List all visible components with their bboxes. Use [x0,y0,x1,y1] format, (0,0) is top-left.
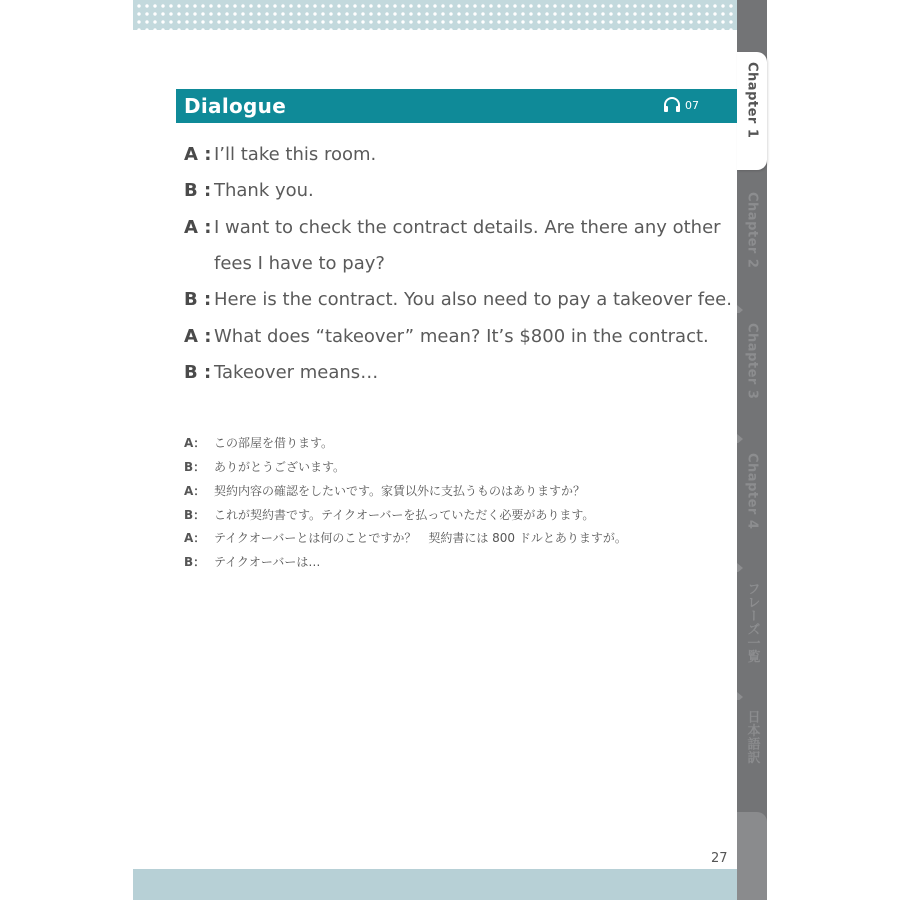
tab-label: Chapter 1 [744,62,760,139]
speaker-label: A : [184,217,212,238]
translation-line [184,434,333,451]
section-title: Dialogue [184,94,287,118]
translation-line [184,482,585,499]
translation-line [184,506,594,523]
speaker-label: A : [184,144,212,165]
tab-phrase-list[interactable] [737,572,767,690]
tab-japanese-translation[interactable] [737,700,767,818]
dialogue-text: What does “takeover” mean? It’s $800 in the contract. [214,326,709,347]
speaker-label: A： [184,436,206,450]
track-number: 07 [685,98,699,112]
tab-label: 日本語訳 [744,710,760,764]
translation-text: 契約内容の確認をしたいです。家賃以外に支払うものはありますか？ [214,484,586,498]
translation-line [184,458,345,475]
dialogue-text: I’ll take this room. [214,144,377,165]
tab-chapter-4[interactable] [737,443,767,561]
section-header [176,89,737,123]
speaker-label: A： [184,484,206,498]
top-dotted-band [133,0,737,30]
tab-label: Chapter 3 [744,323,760,400]
tab-chapter-3[interactable] [737,313,767,431]
translation-text: ありがとうございます。 [214,460,346,474]
speaker-label: A： [184,531,206,545]
headphone-icon [663,97,681,113]
speaker-label: A : [184,326,212,347]
tab-label: Chapter 4 [744,453,760,530]
dialogue-line [184,217,721,238]
dialogue-line [184,362,378,383]
dialogue-line [184,289,732,310]
translation-text: テイクオーバーは… [214,555,321,569]
translation-line [184,553,320,570]
dialogue-text-continued: fees I have to pay? [214,253,385,274]
speaker-label: B : [184,180,212,201]
dialogue-line [184,326,709,347]
tab-label: フレーズ一覧 [744,582,760,663]
tab-strip-end [737,812,767,900]
dialogue-text: Takeover means… [214,362,379,383]
dialogue-text: I want to check the contract details. Are there any other [214,217,721,238]
bottom-band [133,869,737,900]
dialogue-line [184,144,376,165]
page-number: 27 [711,851,728,866]
translation-text: これが契約書です。テイクオーバーを払っていただく必要があります。 [214,508,595,522]
speaker-label: B： [184,508,206,522]
tab-chapter-1[interactable] [737,52,767,170]
dialogue-text: Thank you. [214,180,314,201]
dialogue-line [184,180,314,201]
speaker-label: B： [184,555,206,569]
translation-line [184,529,627,546]
translation-text: テイクオーバーとは何のことですか？ 契約書には 800 ドルとありますが。 [214,531,627,545]
speaker-label: B： [184,460,206,474]
tab-label: Chapter 2 [744,192,760,269]
translation-text: この部屋を借ります。 [214,436,334,450]
audio-track[interactable] [663,97,699,113]
speaker-label: B : [184,289,212,310]
tab-chapter-2[interactable] [737,182,767,300]
speaker-label: B : [184,362,212,383]
dialogue-text: Here is the contract. You also need to pay a takeover fee. [214,289,732,310]
